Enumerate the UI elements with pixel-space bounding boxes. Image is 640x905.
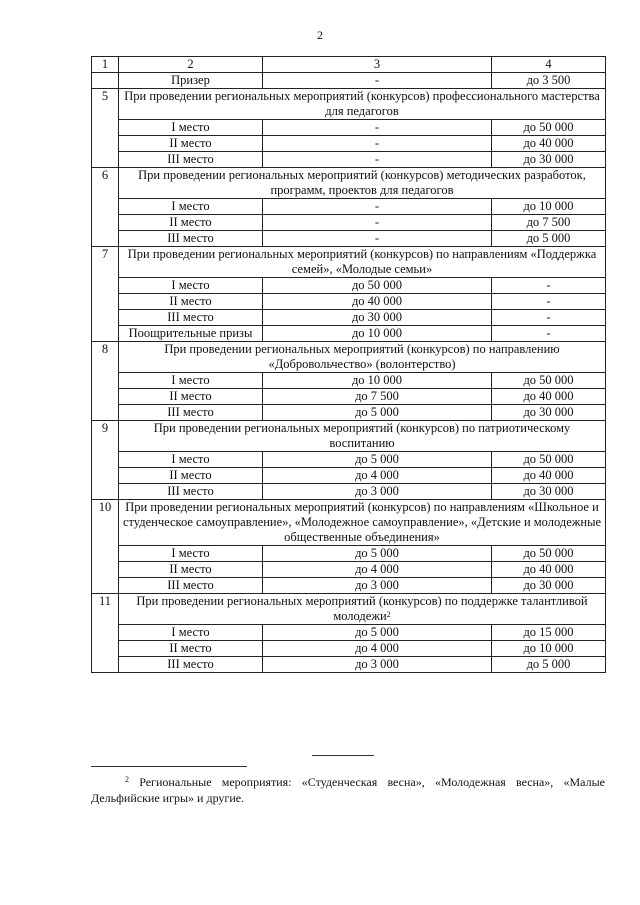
award-label-cell: I место xyxy=(119,278,263,294)
amount-cell-col4: до 50 000 xyxy=(492,373,606,389)
section-title-text: При проведении региональных мероприятий (конкурсов) по поддержке талантливой молодежи xyxy=(136,594,588,623)
award-label-cell: I место xyxy=(119,120,263,136)
header-cell-3: 3 xyxy=(263,57,492,73)
table-row xyxy=(92,625,606,641)
header-cell-2: 2 xyxy=(119,57,263,73)
award-label-cell: III место xyxy=(119,405,263,421)
header-cell-1: 1 xyxy=(92,57,119,73)
amount-cell-col3: - xyxy=(263,199,492,215)
section-title-row xyxy=(92,421,606,452)
amount-cell-col4: до 30 000 xyxy=(492,484,606,500)
award-label-cell: III место xyxy=(119,484,263,500)
section-title-text: При проведении региональных мероприятий (конкурсов) методических разработок, программ, проектов для педагогов xyxy=(138,168,586,197)
award-label-cell: I место xyxy=(119,199,263,215)
section-number-cell: 7 xyxy=(92,247,119,342)
amount-cell-col4: до 50 000 xyxy=(492,546,606,562)
section-title-cell xyxy=(119,500,606,546)
amount-cell-col3: до 10 000 xyxy=(263,373,492,389)
end-divider xyxy=(312,755,374,756)
amount-cell-col3: до 3 000 xyxy=(263,578,492,594)
amount-cell-col3: до 40 000 xyxy=(263,294,492,310)
amount-cell-col3: до 10 000 xyxy=(263,326,492,342)
amount-cell-col3: до 4 000 xyxy=(263,468,492,484)
table-row xyxy=(92,120,606,136)
amount-cell-col4: до 40 000 xyxy=(492,468,606,484)
footnote xyxy=(91,774,605,806)
amount-cell-col4: до 40 000 xyxy=(492,389,606,405)
awards-table xyxy=(91,56,606,673)
table-row xyxy=(92,136,606,152)
footnote-text: Региональные мероприятия: «Студенческая весна», «Молодежная весна», «Малые Дельфийские игры» и другие. xyxy=(91,775,605,805)
amount-cell-col4: до 30 000 xyxy=(492,578,606,594)
amount-cell-col3: до 30 000 xyxy=(263,310,492,326)
award-label-cell: Поощрительные призы xyxy=(119,326,263,342)
section-number-cell: 6 xyxy=(92,168,119,247)
award-label-cell: II место xyxy=(119,389,263,405)
amount-cell-col4: до 10 000 xyxy=(492,641,606,657)
amount-cell-col4: до 3 500 xyxy=(492,73,606,89)
amount-cell-col4: - xyxy=(492,310,606,326)
award-label-cell: III место xyxy=(119,578,263,594)
award-label-cell: I место xyxy=(119,546,263,562)
amount-cell-col4: - xyxy=(492,326,606,342)
section-title-cell xyxy=(119,594,606,625)
amount-cell-col3: до 50 000 xyxy=(263,278,492,294)
amount-cell-col4: до 15 000 xyxy=(492,625,606,641)
award-label-cell: Призер xyxy=(119,73,263,89)
amount-cell-col4: до 40 000 xyxy=(492,562,606,578)
amount-cell-col4: - xyxy=(492,278,606,294)
amount-cell-col3: - xyxy=(263,73,492,89)
section-title-row xyxy=(92,594,606,625)
amount-cell-col3: - xyxy=(263,231,492,247)
amount-cell-col4: - xyxy=(492,294,606,310)
table-row xyxy=(92,373,606,389)
table-row xyxy=(92,326,606,342)
table-row xyxy=(92,199,606,215)
award-label-cell: II место xyxy=(119,641,263,657)
table-row xyxy=(92,468,606,484)
award-label-cell: I место xyxy=(119,452,263,468)
section-title-cell xyxy=(119,89,606,120)
table-row xyxy=(92,578,606,594)
header-cell-4: 4 xyxy=(492,57,606,73)
table-row xyxy=(92,215,606,231)
section-number-cell: 11 xyxy=(92,594,119,673)
amount-cell-col3: до 5 000 xyxy=(263,452,492,468)
footnote-marker: 2 xyxy=(125,775,129,784)
award-label-cell: II место xyxy=(119,562,263,578)
table-row xyxy=(92,310,606,326)
award-label-cell: II место xyxy=(119,215,263,231)
award-label-cell: III место xyxy=(119,231,263,247)
footnote-reference: 2 xyxy=(386,610,391,619)
amount-cell-col3: до 4 000 xyxy=(263,641,492,657)
footnote-divider xyxy=(91,766,247,767)
table-row xyxy=(92,152,606,168)
section-number-cell: 9 xyxy=(92,421,119,500)
amount-cell-col3: - xyxy=(263,215,492,231)
table-row xyxy=(92,294,606,310)
amount-cell-col3: до 5 000 xyxy=(263,625,492,641)
section-number-cell: 5 xyxy=(92,89,119,168)
row-number-cell xyxy=(92,73,119,89)
award-label-cell: III место xyxy=(119,657,263,673)
table-row xyxy=(92,278,606,294)
table-row xyxy=(92,73,606,89)
award-label-cell: II место xyxy=(119,136,263,152)
amount-cell-col4: до 5 000 xyxy=(492,657,606,673)
section-title-text: При проведении региональных мероприятий (конкурсов) по направлению «Добровольчество» (волонтерство) xyxy=(164,342,560,371)
amount-cell-col3: - xyxy=(263,152,492,168)
section-title-text: При проведении региональных мероприятий (конкурсов) профессионального мастерства для педагогов xyxy=(124,89,600,118)
table-row xyxy=(92,452,606,468)
amount-cell-col4: до 50 000 xyxy=(492,452,606,468)
table-row xyxy=(92,657,606,673)
amount-cell-col3: до 5 000 xyxy=(263,405,492,421)
section-title-cell xyxy=(119,342,606,373)
table-row xyxy=(92,562,606,578)
amount-cell-col3: до 3 000 xyxy=(263,657,492,673)
award-label-cell: III место xyxy=(119,152,263,168)
amount-cell-col3: - xyxy=(263,136,492,152)
amount-cell-col3: до 3 000 xyxy=(263,484,492,500)
section-title-row xyxy=(92,342,606,373)
section-title-cell xyxy=(119,421,606,452)
section-number-cell: 8 xyxy=(92,342,119,421)
section-title-text: При проведении региональных мероприятий (конкурсов) по направлениям «Школьное и студенческое самоуправление», «Молодежное самоуправление», «Детские и молодежные общественные объединения» xyxy=(122,500,602,544)
amount-cell-col4: до 7 500 xyxy=(492,215,606,231)
section-number-cell: 10 xyxy=(92,500,119,594)
section-title-cell xyxy=(119,247,606,278)
award-label-cell: II место xyxy=(119,468,263,484)
section-title-cell xyxy=(119,168,606,199)
table-header-row xyxy=(92,57,606,73)
section-title-text: При проведении региональных мероприятий (конкурсов) по направлениям «Поддержка семей», «Молодые семьи» xyxy=(127,247,597,276)
table-row xyxy=(92,389,606,405)
table-row xyxy=(92,546,606,562)
amount-cell-col4: до 5 000 xyxy=(492,231,606,247)
amount-cell-col3: - xyxy=(263,120,492,136)
award-label-cell: II место xyxy=(119,294,263,310)
award-label-cell: I место xyxy=(119,373,263,389)
amount-cell-col4: до 40 000 xyxy=(492,136,606,152)
amount-cell-col4: до 50 000 xyxy=(492,120,606,136)
table-row xyxy=(92,641,606,657)
table-row xyxy=(92,231,606,247)
amount-cell-col4: до 30 000 xyxy=(492,405,606,421)
table-row xyxy=(92,405,606,421)
amount-cell-col4: до 10 000 xyxy=(492,199,606,215)
award-label-cell: I место xyxy=(119,625,263,641)
amount-cell-col3: до 4 000 xyxy=(263,562,492,578)
section-title-row xyxy=(92,89,606,120)
amount-cell-col4: до 30 000 xyxy=(492,152,606,168)
section-title-row xyxy=(92,247,606,278)
award-label-cell: III место xyxy=(119,310,263,326)
section-title-row xyxy=(92,500,606,546)
amount-cell-col3: до 5 000 xyxy=(263,546,492,562)
table-row xyxy=(92,484,606,500)
section-title-text: При проведении региональных мероприятий (конкурсов) по патриотическому воспитанию xyxy=(153,421,571,450)
amount-cell-col3: до 7 500 xyxy=(263,389,492,405)
section-title-row xyxy=(92,168,606,199)
page-number: 2 xyxy=(317,28,323,42)
